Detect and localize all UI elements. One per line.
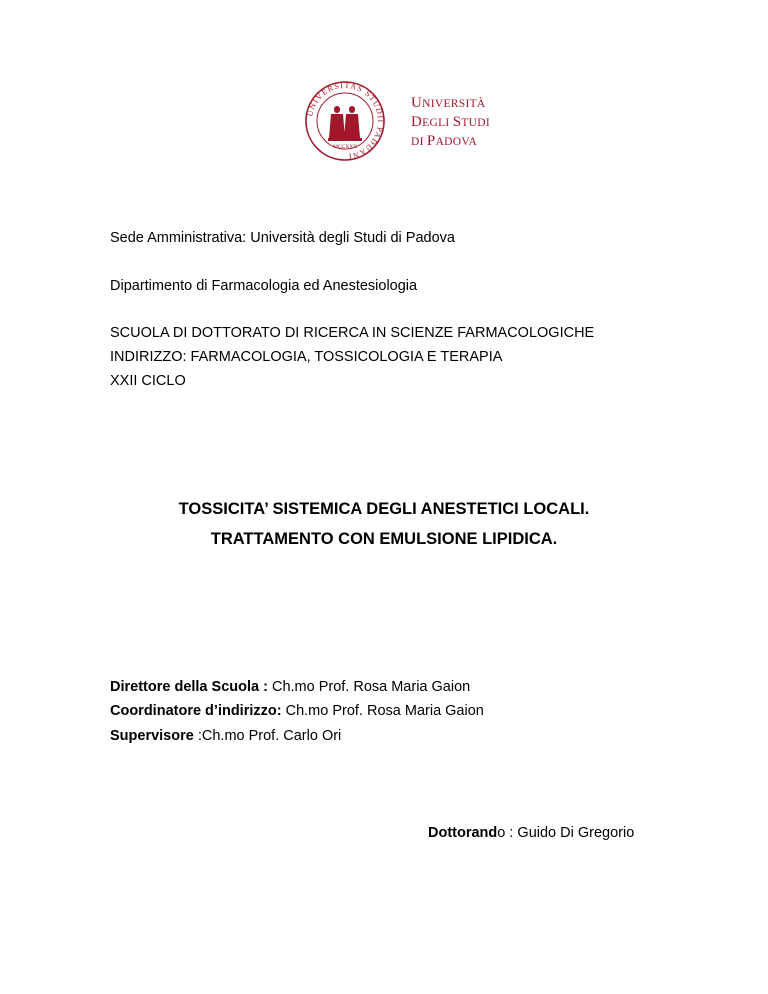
dipartimento: Dipartimento di Farmacologia ed Anestesiologia xyxy=(110,278,418,294)
coordinatore-indirizzo xyxy=(110,702,484,720)
indirizzo: INDIRIZZO: FARMACOLOGIA, TOSSICOLOGIA E TERAPIA xyxy=(110,349,503,365)
svg-text:MCCXXII: MCCXXII xyxy=(333,144,357,150)
scuola-dottorato: SCUOLA DI DOTTORATO DI RICERCA IN SCIENZE FARMACOLOGICHE xyxy=(110,325,595,341)
direttore-label: Direttore della Scuola : xyxy=(110,679,268,695)
ciclo: XXII CICLO xyxy=(110,373,186,389)
coordinatore-label: Coordinatore d’indirizzo: xyxy=(110,703,282,719)
supervisore xyxy=(110,727,341,745)
dottorando-label-rest: o xyxy=(497,825,506,841)
coordinatore-value: Ch.mo Prof. Rosa Maria Gaion xyxy=(281,703,484,719)
supervisore-label: Supervisore xyxy=(110,728,194,744)
direttore-scuola xyxy=(110,678,470,696)
thesis-title-line-2: TRATTAMENTO CON EMULSIONE LIPIDICA. xyxy=(210,530,558,548)
logo-line-3: DI PADOVA xyxy=(411,133,478,149)
thesis-title-line-1: TOSSICITA’ SISTEMICA DEGLI ANESTETICI LOCALI. xyxy=(178,500,590,518)
university-name xyxy=(411,94,490,151)
logo-line-1: UNIVERSITÀ xyxy=(411,95,486,111)
direttore-value: Ch.mo Prof. Rosa Maria Gaion xyxy=(267,679,471,695)
sede-amministrativa: Sede Amministrativa: Università degli Studi di Padova xyxy=(110,230,455,246)
dottorando-value: : Guido Di Gregorio xyxy=(505,825,635,841)
logo-line-2: DEGLI STUDI xyxy=(411,114,491,130)
dottorando-label: Dottorand xyxy=(428,825,498,841)
svg-text:UNIVERSITAS STUDII PADUANI: UNIVERSITAS STUDII PADUANI xyxy=(305,80,386,161)
dottorando xyxy=(428,824,634,842)
university-logo xyxy=(304,80,504,162)
university-seal-icon xyxy=(304,80,396,162)
supervisore-value: :Ch.mo Prof. Carlo Ori xyxy=(193,728,342,744)
